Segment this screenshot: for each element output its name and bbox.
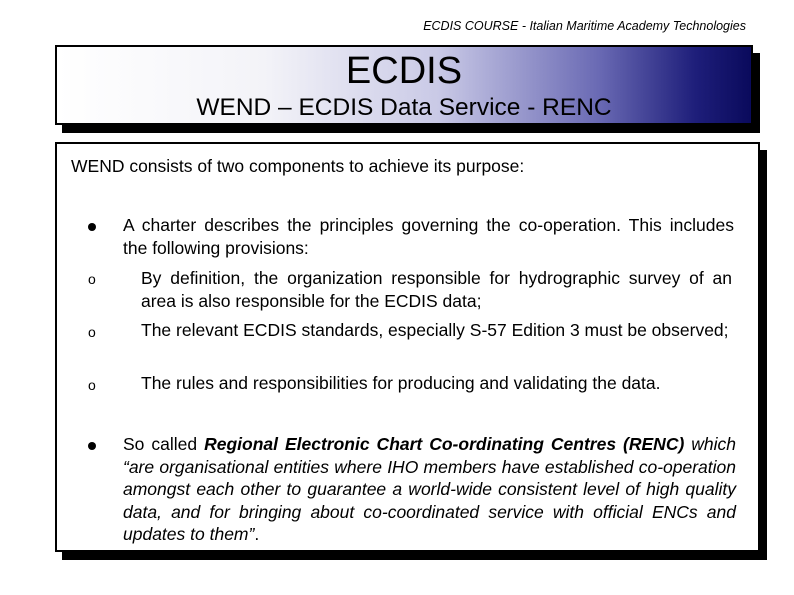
sub-item-3: The rules and responsibilities for producing and validating the data. — [141, 373, 661, 393]
slide-title: ECDIS — [345, 50, 463, 92]
renc-term: Regional Electronic Chart Co-ordinating Centres (RENC) — [204, 434, 685, 454]
sub-item-1: By definition, the organization responsible for hydrographic survey of an area is also responsible for the ECDIS data; — [141, 268, 732, 311]
sub-bullet-marker: o — [88, 324, 96, 340]
renc-middle: which — [684, 434, 736, 454]
course-header: ECDIS COURSE - Italian Maritime Academy Technologies — [423, 19, 746, 33]
bullet-charter: A charter describes the principles governing the co-operation. This includes the following provisions: — [123, 215, 734, 258]
renc-quote: “are organisational entities where IHO members have established co-operation amongst each other to guarantee a world-wide consistent level of high quality data, and for bringing about co-coordinated service with official ENCs and updates to them” — [123, 456, 736, 544]
slide-subtitle: WEND – ECDIS Data Service - RENC — [196, 94, 612, 121]
bullet-dot-icon — [88, 223, 96, 231]
sub-item-2: The relevant ECDIS standards, especially S-57 Edition 3 must be observed; — [141, 320, 729, 340]
bullet-dot-icon — [88, 442, 96, 450]
title-box — [55, 45, 753, 125]
intro-text: WEND consists of two components to achieve its purpose: — [71, 156, 525, 176]
sub-bullet-marker: o — [88, 271, 96, 287]
renc-end: . — [254, 524, 260, 544]
bullet-renc — [123, 433, 736, 546]
content-box — [55, 142, 760, 552]
renc-prefix: So called — [123, 434, 205, 454]
sub-bullet-marker: o — [88, 377, 96, 393]
